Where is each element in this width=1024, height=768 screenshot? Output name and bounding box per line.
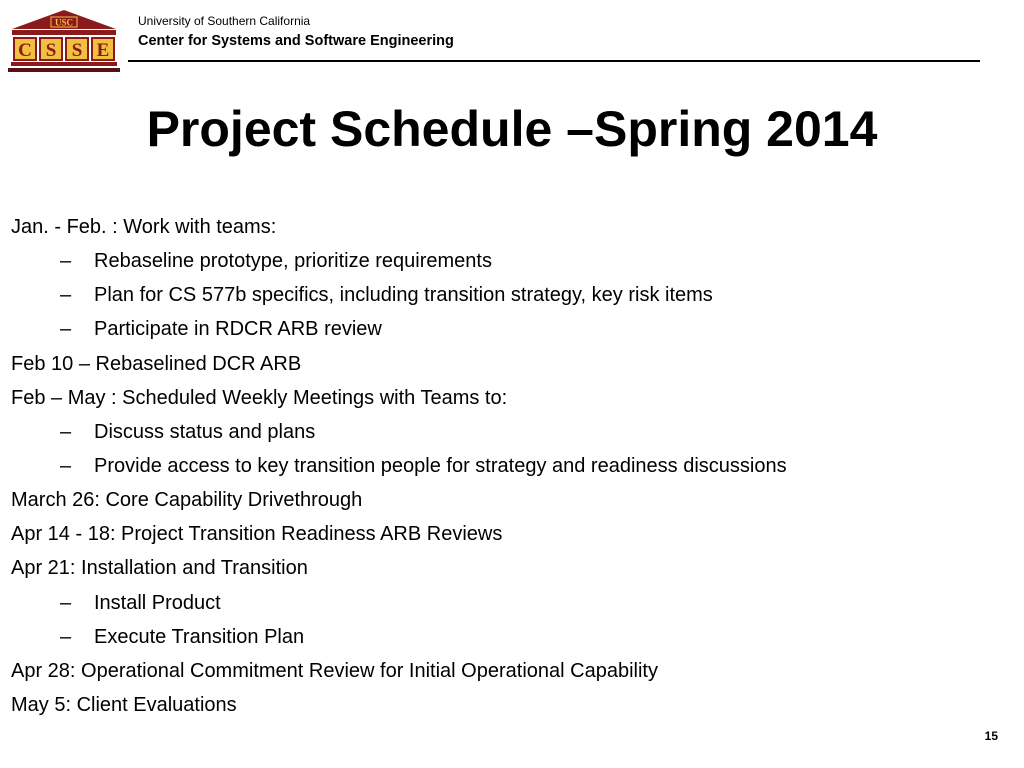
- header-divider: [128, 60, 980, 62]
- bullet-dash: –: [60, 591, 72, 614]
- bullet-text: Discuss status and plans: [94, 420, 316, 443]
- bullet-text: Plan for CS 577b specifics, including transition strategy, key risk items: [94, 284, 713, 307]
- slide-title: Project Schedule –Spring 2014: [146, 101, 878, 157]
- bullet-text: Feb 10 – Rebaselined DCR ARB: [11, 352, 302, 375]
- bullet-dash: –: [60, 420, 72, 443]
- logo-beam: [12, 30, 116, 35]
- bullet-item: [11, 551, 787, 585]
- sub-bullet-item: [11, 244, 787, 278]
- bullet-text: Execute Transition Plan: [94, 625, 305, 648]
- bullet-text: Provide access to key transition people for strategy and readiness discussions: [94, 454, 787, 477]
- bullet-item: [11, 483, 787, 517]
- bullet-text: Feb – May : Scheduled Weekly Meetings with Teams to:: [11, 386, 508, 409]
- bullet-item: [11, 210, 787, 244]
- schedule-list: [11, 210, 787, 722]
- university-name: University of Southern California: [138, 14, 311, 28]
- bullet-item: [11, 688, 787, 722]
- bullet-item: [11, 347, 787, 381]
- bullet-text: Rebaseline prototype, prioritize requirements: [94, 250, 492, 273]
- page-number: 15: [984, 729, 998, 743]
- sub-bullet-item: [11, 449, 787, 483]
- bullet-dash: –: [60, 454, 72, 477]
- bullet-item: [11, 517, 787, 551]
- sub-bullet-item: [11, 415, 787, 449]
- sub-bullet-item: [11, 278, 787, 312]
- logo-letter-s1: S: [45, 40, 57, 61]
- bullet-item: [11, 381, 787, 415]
- bullet-dash: –: [60, 250, 72, 273]
- sub-bullet-item: [11, 312, 787, 346]
- sub-bullet-item: [11, 620, 787, 654]
- bullet-text: May 5: Client Evaluations: [11, 693, 237, 716]
- center-name: Center for Systems and Software Engineering: [138, 33, 454, 49]
- bullet-dash: –: [60, 284, 72, 307]
- bullet-text: Participate in RDCR ARB review: [94, 318, 382, 341]
- logo-letter-e: E: [96, 40, 110, 61]
- bullet-text: Jan. - Feb. : Work with teams:: [11, 216, 277, 238]
- logo-step-bottom: [8, 68, 120, 72]
- bullet-text: Install Product: [94, 591, 221, 614]
- bullet-item: [11, 654, 787, 688]
- bullet-text: Apr 14 - 18: Project Transition Readiness ARB Reviews: [11, 523, 503, 546]
- logo-letter-c: C: [18, 40, 32, 61]
- sub-bullet-item: [11, 586, 787, 620]
- bullet-text: Apr 28: Operational Commitment Review for Initial Operational Capability: [11, 659, 658, 682]
- bullet-text: March 26: Core Capability Drivethrough: [11, 489, 363, 512]
- bullet-dash: –: [60, 625, 72, 648]
- bullet-dash: –: [60, 318, 72, 341]
- bullet-text: Apr 21: Installation and Transition: [11, 557, 308, 580]
- logo-step-top: [11, 62, 117, 66]
- logo-letter-s2: S: [71, 40, 83, 61]
- usc-csse-logo: [8, 9, 120, 73]
- logo-tag-text: USC: [54, 17, 74, 28]
